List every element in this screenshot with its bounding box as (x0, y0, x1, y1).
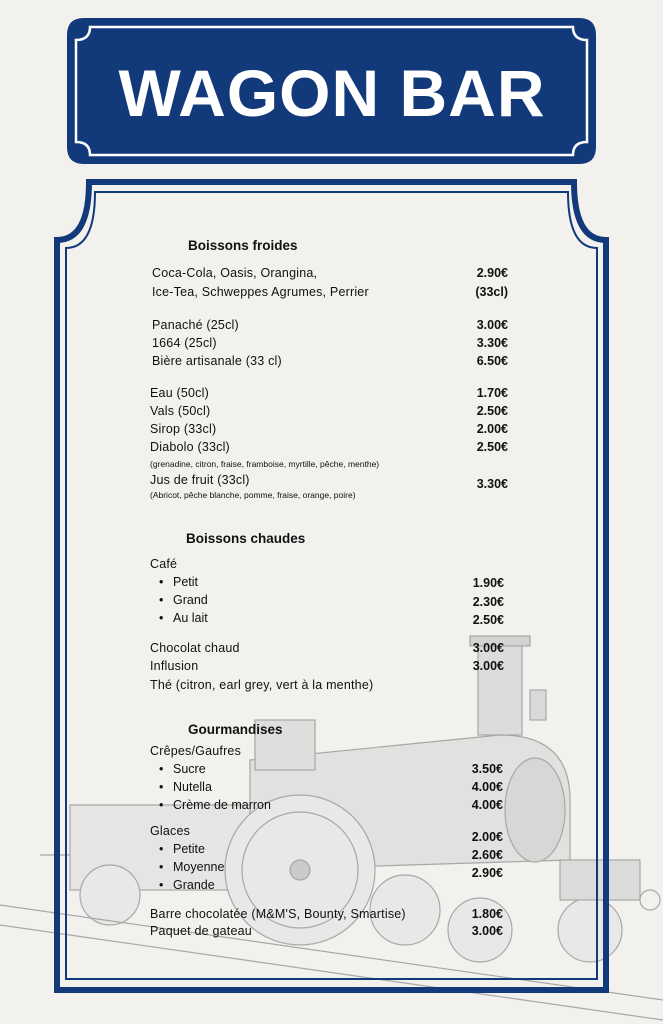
item-glaces: Glaces (150, 824, 191, 838)
item-infusion: Influsion (150, 659, 199, 673)
item-crepes: Crêpes/Gaufres (150, 744, 242, 758)
price-sodas: 2.90€ (476, 266, 508, 280)
price-cafe-petit: 1.90€ (472, 576, 504, 590)
item-sirop: Sirop (33cl) (150, 422, 217, 436)
price-glace-grande: 2.90€ (471, 866, 503, 880)
item-creme-marron: • Crème de marron (173, 798, 271, 812)
item-nutella: • Nutella (173, 780, 212, 794)
item-sodas-line1: Coca-Cola, Oasis, Orangina, (152, 266, 318, 280)
price-sucre: 3.50€ (471, 762, 503, 776)
item-panache: Panaché (25cl) (152, 318, 239, 332)
item-diabolo: Diabolo (33cl) (150, 440, 230, 454)
price-vals: 2.50€ (476, 404, 508, 418)
page-title: WAGON BAR (118, 56, 546, 130)
price-glace-petite: 2.00€ (471, 830, 503, 844)
price-gateau: 3.00€ (471, 924, 503, 938)
item-glace-moyenne: • Moyenne (173, 860, 224, 874)
price-cafe-au-lait: 2.50€ (472, 613, 504, 627)
item-1664: 1664 (25cl) (152, 336, 217, 350)
item-cafe-grand: • Grand (173, 593, 208, 607)
item-barre: Barre chocolatée (M&M'S, Bounty, Smartise) (150, 907, 406, 921)
note-jus: (Abricot, pêche blanche, pomme, fraise, orange, poire) (150, 490, 356, 500)
price-creme-marron: 4.00€ (471, 798, 503, 812)
price-diabolo: 2.50€ (476, 440, 508, 454)
price-barre: 1.80€ (471, 907, 503, 921)
price-chocolat: 3.00€ (472, 641, 504, 655)
section-heading-hot-drinks: Boissons chaudes (186, 531, 306, 546)
section-heading-sweets: Gourmandises (188, 722, 283, 737)
item-cafe: Café (150, 557, 178, 571)
item-sucre: • Sucre (173, 762, 206, 776)
price-sirop: 2.00€ (476, 422, 508, 436)
item-vals: Vals (50cl) (150, 404, 211, 418)
note-diabolo: (grenadine, citron, fraise, framboise, myrtille, pêche, menthe) (150, 459, 380, 469)
item-eau: Eau (50cl) (150, 386, 209, 400)
price-biere-artisanale: 6.50€ (476, 354, 508, 368)
item-cafe-petit: • Petit (173, 575, 198, 589)
item-gateau: Paquet de gateau (150, 924, 252, 938)
price-jus: 3.30€ (476, 477, 508, 491)
item-biere-artisanale: Bière artisanale (33 cl) (152, 354, 282, 368)
item-the: Thé (citron, earl grey, vert à la menthe) (150, 678, 374, 692)
price-panache: 3.00€ (476, 318, 508, 332)
item-glace-grande: • Grande (173, 878, 215, 892)
section-heading-cold-drinks: Boissons froides (188, 238, 298, 253)
item-sodas-line2: Ice-Tea, Schweppes Agrumes, Perrier (152, 285, 369, 299)
item-cafe-au-lait: • Au lait (173, 611, 208, 625)
price-1664: 3.30€ (476, 336, 508, 350)
item-glace-petite: • Petite (173, 842, 205, 856)
price-cafe-grand: 2.30€ (472, 595, 504, 609)
price-glace-moyenne: 2.60€ (471, 848, 503, 862)
price-eau: 1.70€ (476, 386, 508, 400)
item-chocolat: Chocolat chaud (150, 641, 240, 655)
price-infusion: 3.00€ (472, 659, 504, 673)
item-jus: Jus de fruit (33cl) (150, 473, 250, 487)
unit-sodas: (33cl) (475, 285, 508, 299)
price-nutella: 4.00€ (471, 780, 503, 794)
